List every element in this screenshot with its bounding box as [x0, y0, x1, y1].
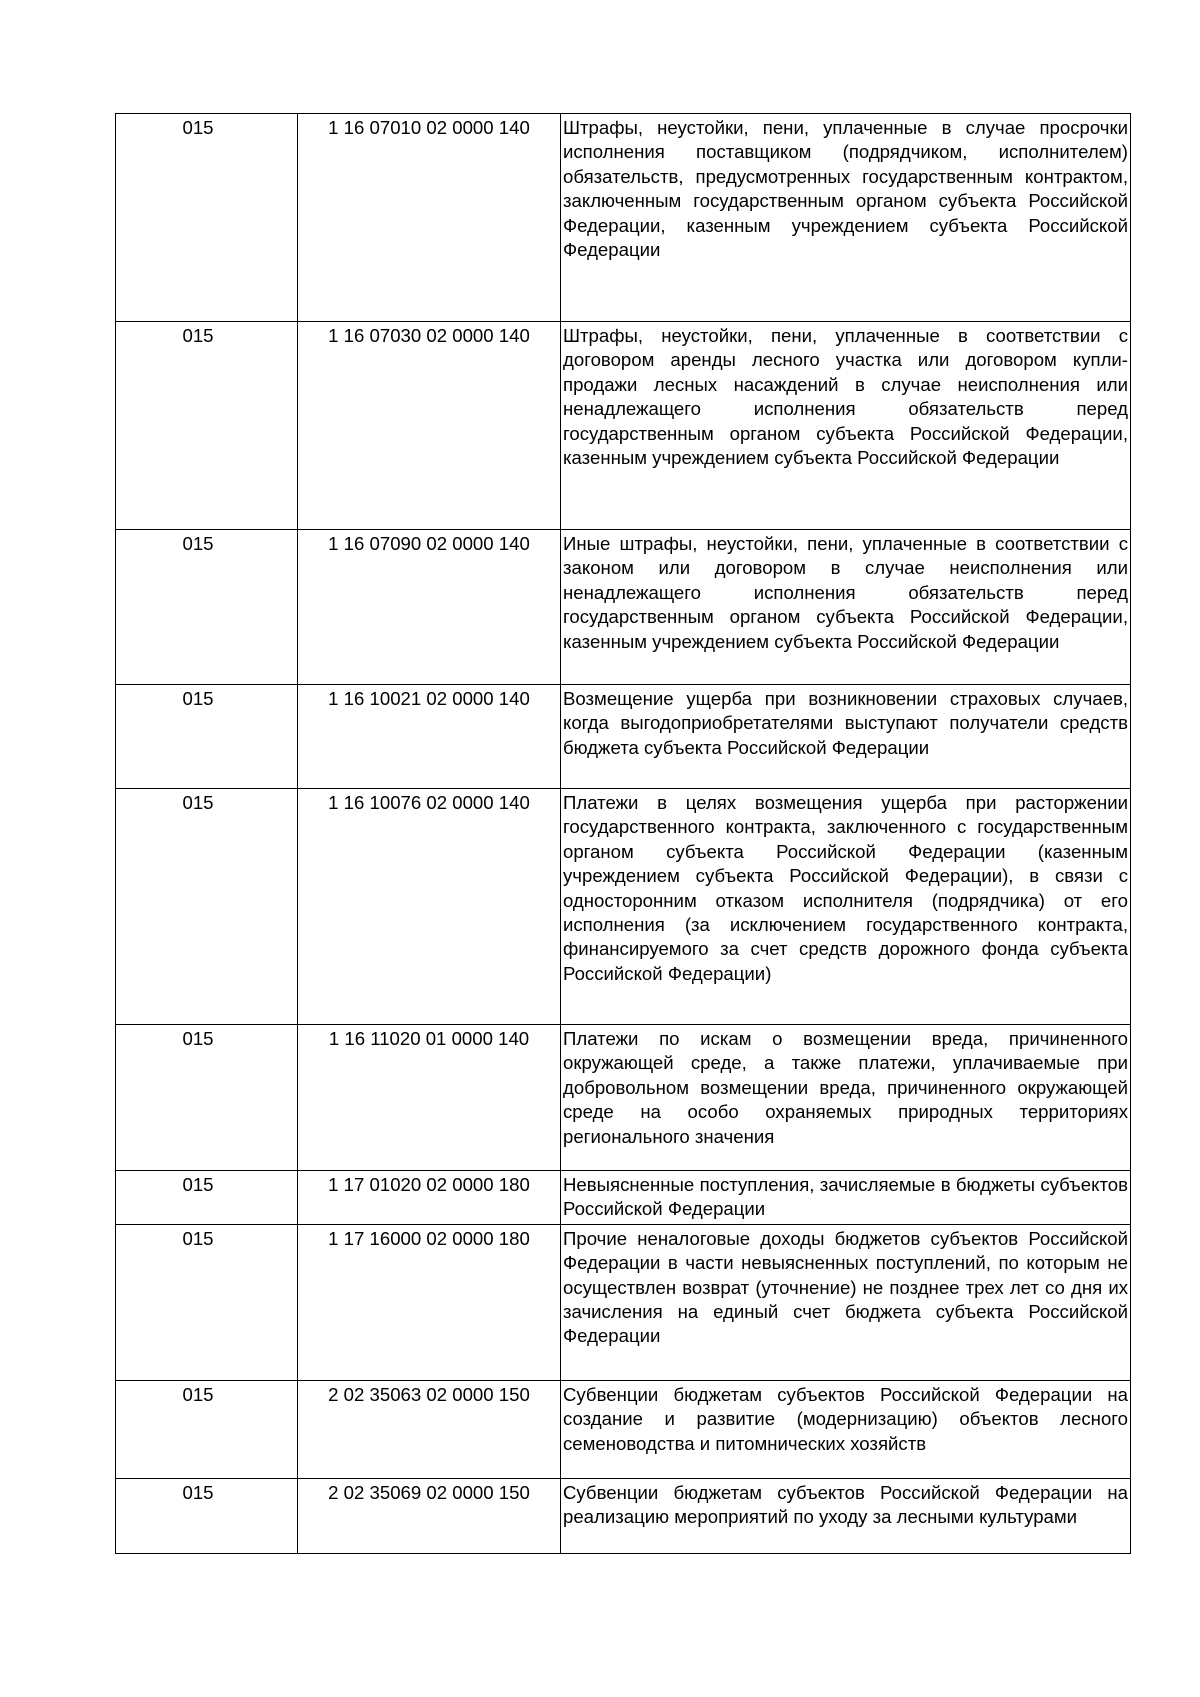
admin-code-cell: 015 [116, 322, 298, 530]
admin-code-cell: 015 [116, 789, 298, 1025]
description-cell: Штрафы, неустойки, пени, уплаченные в случае просрочки исполнения поставщиком (подрядчиком, исполнителем) обязательств, предусмотренных государственным контрактом, заключенным государственным органом субъекта Российской Федерации, казенным учреждением субъекта Российской Федерации [561, 114, 1131, 322]
budget-code-cell: 1 16 07010 02 0000 140 [298, 114, 561, 322]
table-row [116, 789, 1131, 1025]
table-row [116, 1025, 1131, 1171]
description-cell: Штрафы, неустойки, пени, уплаченные в соответствии с договором аренды лесного участка или договором купли-продажи лесных насаждений в случае неисполнения или ненадлежащего исполнения обязательств перед государственным органом субъекта Российской Федерации, казенным учреждением субъекта Российской Федерации [561, 322, 1131, 530]
admin-code-cell: 015 [116, 1171, 298, 1225]
table-row [116, 1380, 1131, 1478]
budget-code-cell: 1 17 01020 02 0000 180 [298, 1171, 561, 1225]
table-row [116, 530, 1131, 685]
admin-code-cell: 015 [116, 1224, 298, 1380]
description-cell: Возмещение ущерба при возникновении страховых случаев, когда выгодоприобретателями выступают получатели средств бюджета субъекта Российской Федерации [561, 685, 1131, 789]
admin-code-cell: 015 [116, 1478, 298, 1553]
description-cell: Прочие неналоговые доходы бюджетов субъектов Российской Федерации в части невыясненных поступлений, по которым не осуществлен возврат (уточнение) не позднее трех лет со дня их зачисления на единый счет бюджета субъекта Российской Федерации [561, 1224, 1131, 1380]
budget-code-cell: 1 16 10021 02 0000 140 [298, 685, 561, 789]
table-row [116, 1478, 1131, 1553]
description-cell: Субвенции бюджетам субъектов Российской Федерации на реализацию мероприятий по уходу за лесными культурами [561, 1478, 1131, 1553]
description-cell: Платежи в целях возмещения ущерба при расторжении государственного контракта, заключенного с государственным органом субъекта Российской Федерации (казенным учреждением субъекта Российской Федерации), в связи с односторонним отказом исполнителя (подрядчика) от его исполнения (за исключением государственного контракта, финансируемого за счет средств дорожного фонда субъекта Российской Федерации) [561, 789, 1131, 1025]
revenue-codes-table [115, 113, 1131, 1554]
admin-code-cell: 015 [116, 685, 298, 789]
table-row [116, 322, 1131, 530]
description-cell: Субвенции бюджетам субъектов Российской Федерации на создание и развитие (модернизацию) объектов лесного семеноводства и питомнических хозяйств [561, 1380, 1131, 1478]
table-row [116, 1171, 1131, 1225]
table-row [116, 1224, 1131, 1380]
admin-code-cell: 015 [116, 530, 298, 685]
budget-code-cell: 2 02 35063 02 0000 150 [298, 1380, 561, 1478]
budget-code-cell: 1 16 10076 02 0000 140 [298, 789, 561, 1025]
table-row [116, 114, 1131, 322]
description-cell: Невыясненные поступления, зачисляемые в бюджеты субъектов Российской Федерации [561, 1171, 1131, 1225]
description-cell: Платежи по искам о возмещении вреда, причиненного окружающей среде, а также платежи, уплачиваемые при добровольном возмещении вреда, причиненного окружающей среде на особо охраняемых природных территориях регионального значения [561, 1025, 1131, 1171]
admin-code-cell: 015 [116, 114, 298, 322]
budget-code-cell: 1 16 07030 02 0000 140 [298, 322, 561, 530]
budget-code-cell: 1 16 11020 01 0000 140 [298, 1025, 561, 1171]
table-row [116, 685, 1131, 789]
description-cell: Иные штрафы, неустойки, пени, уплаченные в соответствии с законом или договором в случае неисполнения или ненадлежащего исполнения обязательств перед государственным органом субъекта Российской Федерации, казенным учреждением субъекта Российской Федерации [561, 530, 1131, 685]
budget-code-cell: 1 17 16000 02 0000 180 [298, 1224, 561, 1380]
admin-code-cell: 015 [116, 1380, 298, 1478]
admin-code-cell: 015 [116, 1025, 298, 1171]
budget-code-cell: 1 16 07090 02 0000 140 [298, 530, 561, 685]
budget-code-cell: 2 02 35069 02 0000 150 [298, 1478, 561, 1553]
